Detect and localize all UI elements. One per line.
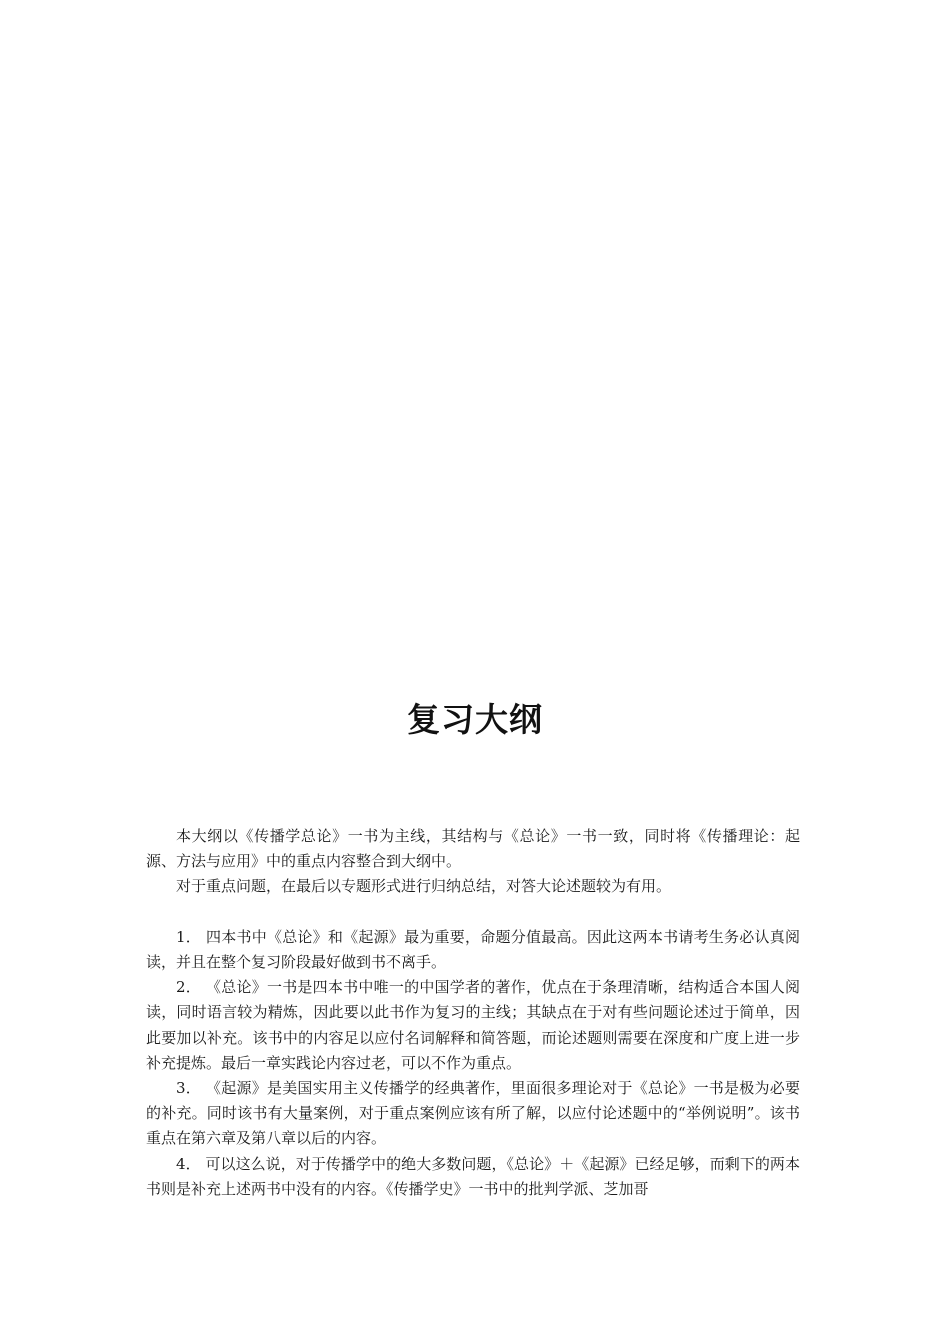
document-body (146, 824, 800, 1202)
numbered-paragraph-2: 2． 《总论》一书是四本书中唯一的中国学者的著作，优点在于条理清晰，结构适合本国人阅读，同时语言较为精炼，因此要以此书作为复习的主线；其缺点在于对有些问题论述过于简单，因此要加以补充。该书中的内容足以应付名词解释和简答题，而论述题则需要在深度和广度上进一步补充提炼。最后一章实践论内容过老，可以不作为重点。 (146, 978, 800, 1072)
numbered-paragraph-4: 4． 可以这么说，对于传播学中的绝大多数问题，《总论》＋《起源》已经足够，而剩下的两本书则是补充上述两书中没有的内容。《传播学史》一书中的批判学派、芝加哥 (146, 1154, 800, 1198)
paragraph-spacer (146, 900, 800, 925)
intro-paragraph-note: 对于重点问题，在最后以专题形式进行归纳总结，对答大论述题较为有用。 (176, 877, 672, 896)
numbered-paragraph-1: 1． 四本书中《总论》和《起源》最为重要，命题分值最高。因此这两本书请考生务必认真阅读，并且在整个复习阶段最好做到书不离手。 (146, 927, 800, 971)
intro-paragraph: 本大纲以《传播学总论》一书为主线，其结构与《总论》一书一致，同时将《传播理论：起源、方法与应用》中的重点内容整合到大纲中。 (146, 827, 800, 871)
document-title: 复习大纲 (407, 700, 543, 739)
numbered-paragraph-3: 3． 《起源》是美国实用主义传播学的经典著作，里面很多理论对于《总论》一书是极为必要的补充。同时该书有大量案例，对于重点案例应该有所了解，以应付论述题中的“举例说明”。该书重点在第六章及第八章以后的内容。 (146, 1079, 800, 1148)
